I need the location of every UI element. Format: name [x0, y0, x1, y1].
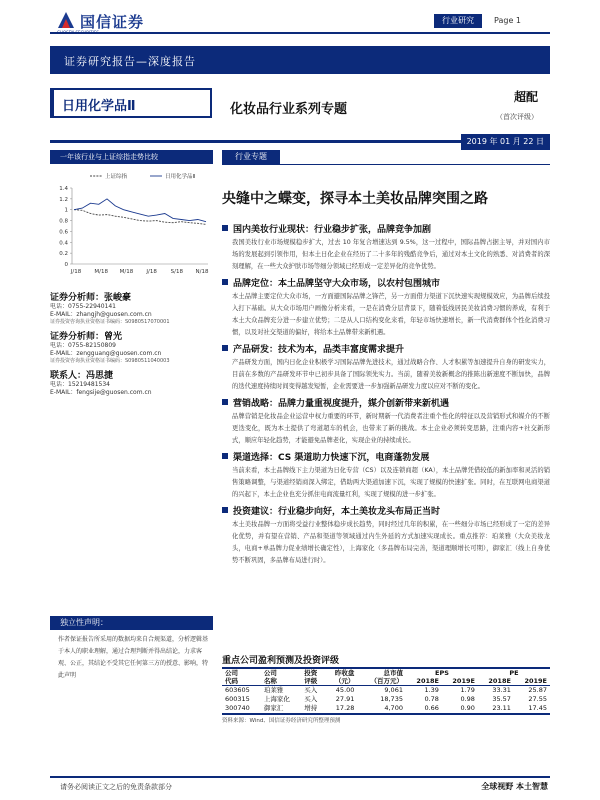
table-header-cell: 公司 — [222, 668, 261, 677]
x-tick-label: S/18 — [170, 269, 183, 275]
company-name: 国信证券 — [80, 13, 145, 31]
section-title — [222, 278, 550, 291]
contact-phone: 电话：15219481534 — [50, 381, 110, 388]
summary-section — [222, 398, 550, 447]
y-tick-label: 0.4 — [59, 240, 68, 247]
date-band — [50, 134, 550, 150]
section-title-text: 产品研发：技术为本，品类丰富度需求提升 — [233, 345, 405, 355]
y-tick-label: 0.2 — [59, 251, 68, 258]
table-header-cell: 昨收盘 — [325, 668, 357, 677]
table-header-cell: 代码 — [222, 677, 261, 686]
table-group-header-pe: PE — [478, 668, 550, 677]
section-body: 产品研发方面，国内日化企业积极学习国际品牌先进技术，通过战略合作、人才积累等加速提升自身的研发实力，目前在多数的产品研发环节中已初步具备了国际领先实力。当前，随着美妆新概念的推陈出新速度不断加快，品牌的迭代速度持续时间变得越发短暂，企业需要进一步加强新品研发力度以应对不断的变化。 — [232, 359, 550, 390]
table-header-cell: 2019E — [442, 677, 478, 686]
contact-block — [50, 290, 213, 326]
header-divider — [50, 32, 550, 34]
table-cell: 600315 — [225, 695, 250, 703]
square-bullet-icon — [222, 225, 228, 231]
section-body: 当前来看，本土品牌线下主力渠道为日化专营（CS）以及连锁商超（KA），本土品牌凭借较低的新加率和灵活的销售策略调整，与渠道经销商深入绑定，借助两大渠道加速下沉，实现了规模的快速扩张。同时，在互联网电商渠道的兴起下，本土企业也充分抓住电商流量红利，实现了规模的进一步扩张。 — [232, 467, 550, 498]
table-cell: 300740 — [222, 704, 261, 714]
table-cell: 0.78 — [424, 695, 439, 703]
table-row — [222, 686, 550, 696]
x-tick-label: J/18 — [70, 269, 82, 275]
contact-email[interactable]: E-MAIL：zengguang@guosen.com.cn — [50, 350, 162, 357]
series-line — [74, 199, 206, 222]
table-header-cell: 2018E — [406, 677, 442, 686]
table-cell: 珀莱雅 — [263, 686, 284, 694]
series-line — [74, 210, 206, 225]
headline: 央缝中之蝶变，探寻本土美妆品牌突围之路 — [222, 191, 488, 207]
table-cell: 增持 — [301, 704, 325, 714]
report-date: 2019 年 01 月 22 日 — [461, 134, 550, 150]
table-cell: 603605 — [225, 686, 250, 694]
table-cell: 御家汇 — [261, 704, 301, 714]
table-group-header-eps: EPS — [406, 668, 478, 677]
summary-section — [222, 224, 550, 273]
table-header-cell: 2018E — [478, 677, 514, 686]
table-cell: 0.90 — [442, 704, 478, 714]
table-header-cell: 投资 — [301, 668, 325, 677]
legend-label: 上证综指 — [105, 174, 128, 180]
x-tick-label: M/18 — [94, 269, 109, 275]
table-cell: 上海家化 — [263, 695, 290, 703]
rating-note: （首次评级） — [496, 113, 538, 121]
table-header-row — [222, 668, 550, 677]
table-header-cell: 2019E — [514, 677, 550, 686]
table-cell: 45.00 — [335, 686, 355, 694]
report-category-tag: 行业研究 — [434, 14, 482, 28]
y-tick-label: 0.6 — [59, 229, 68, 236]
table-cell: 0.66 — [406, 704, 442, 714]
section-title-text: 品牌定位：本土品牌坚守大众市场，以农村包围城市 — [233, 279, 441, 289]
contact-email[interactable]: E-MAIL：fengsije@guosen.com.cn — [50, 389, 152, 396]
table-row — [222, 695, 550, 704]
x-tick-label: J/18 — [146, 269, 157, 275]
sector-box — [50, 88, 212, 118]
y-tick-label: 1.4 — [59, 186, 68, 192]
company-logo-icon — [56, 10, 76, 30]
series-title: 化妆品行业系列专题 — [230, 102, 348, 117]
section-title-text: 投资建议：行业稳步向好，本土美妆龙头布局正当时 — [233, 507, 441, 517]
report-type-band — [50, 46, 550, 74]
table-cell: 17.45 — [514, 704, 550, 714]
contact-block — [50, 329, 213, 365]
contact-role: 证券分析师：曾光 — [50, 332, 123, 342]
contact-phone: 电话：0755-22940141 — [50, 303, 116, 310]
rating: 超配 — [514, 90, 539, 104]
contact-license: 证券投资咨询执业资格证书编码：S0980511040003 — [50, 358, 170, 364]
independence-header: 独立性声明： — [50, 616, 213, 630]
table-cell: 17.28 — [325, 704, 357, 714]
table-cell: 买入 — [304, 695, 318, 703]
summary-section — [222, 278, 550, 339]
table-cell: 25.87 — [528, 686, 547, 694]
topic-tag: 行业专题 — [222, 150, 280, 164]
square-bullet-icon — [222, 345, 228, 351]
contact-role: 联系人：冯思捷 — [50, 371, 114, 381]
table-cell: 1.79 — [460, 686, 475, 694]
summary-section — [222, 344, 550, 393]
y-tick-label: 1.2 — [59, 196, 68, 203]
footer-divider — [50, 776, 550, 778]
section-title — [222, 344, 550, 357]
x-tick-label: M/18 — [119, 269, 134, 275]
square-bullet-icon — [222, 453, 228, 459]
section-body: 品牌营销是化妆品企业运营中权力重要的环节，新时期新一代消费者注重个性化的特征以及营销形式和媒介的不断更迭变化，既为本土提供了弯道超车的机会，也带来了新的挑战。本土企业必须转变思路，注重内容+社交新形式，顺应年轻化趋势，才能避免品牌老化，实现企业的持续成长。 — [232, 413, 550, 444]
y-tick-label: 0 — [64, 262, 68, 268]
table-cell: 4,700 — [357, 704, 406, 714]
table-header-cell: 总市值 — [357, 668, 406, 677]
section-body: 本土品牌主要定位大众市场，一方面避国际品牌之锋芒，另一方面借力渠道下沉快速实现规模效应，为品牌后续投入打下基础。从大众市场用户画像分析来看，一是在消费分层背景下，随着低线居民美妆消费习惯的养成，有利于本土大众品牌充分进一步建立优势；二是从人口结构变化来看，年轻市场快速增长，新一代消费群体个性化消费习惯，以及对社交渠道的偏好，将给本土品牌带来新机遇。 — [232, 293, 550, 336]
legend-label: 日用化学品Ⅱ — [165, 174, 196, 180]
summary-sections — [222, 224, 550, 572]
section-title — [222, 398, 550, 411]
square-bullet-icon — [222, 279, 228, 285]
table-cell: 35.57 — [492, 695, 511, 703]
summary-section — [222, 506, 550, 567]
section-title-text: 营销战略：品牌力量重视度提升，媒介创新带来新机遇 — [233, 399, 450, 409]
table-header-cell: 名称 — [261, 677, 301, 686]
square-bullet-icon — [222, 399, 228, 405]
summary-section — [222, 452, 550, 501]
contact-license: 证券投资咨询执业资格证书编码：S0980517070001 — [50, 319, 170, 325]
section-body: 本土美妆品牌一方面将受益行业整体稳步成长趋势，同时经过几年的积累，在一些细分市场已经形成了一定的差异化优势，并有望在营销、产品和渠道等领域通过内生外延的方式加速实现成长。重点推荐：珀莱雅（大众美妆龙头，电商+单品牌力促业绩增长确定性），上海家化（多品牌布局完善，渠道理顺增长可期），御家汇（线上自身优势不断巩固，多品牌布局进行时）。 — [232, 521, 550, 564]
performance-chart-svg — [50, 168, 213, 278]
table-row — [222, 704, 550, 714]
sector-name: 日用化学品Ⅱ — [62, 99, 136, 114]
y-tick-label: 0.8 — [59, 218, 68, 225]
table-source-note: 资料来源：Wind、国信证券经济研究所整理预测 — [222, 718, 341, 724]
independence-text: 作者保证报告所采用的数据均来自合规渠道，分析逻辑基于本人的职业理解，通过合理判断并得出结论，力求客观、公正，其结论不受其它任何第三方的授意、影响，特此声明 — [58, 636, 209, 679]
section-title — [222, 452, 550, 465]
table-cell: 27.91 — [335, 695, 355, 703]
performance-chart — [50, 168, 213, 278]
x-tick-label: N/18 — [195, 269, 209, 275]
y-tick-label: 1 — [64, 207, 68, 214]
square-bullet-icon — [222, 507, 228, 513]
section-title — [222, 224, 550, 237]
contact-email[interactable]: E-MAIL：zhangjh@guosen.com.cn — [50, 311, 152, 318]
footer-slogan: 全球视野 本土智慧 — [481, 782, 548, 791]
table-cell: 买入 — [304, 686, 318, 694]
table-header-cell: 公司 — [261, 668, 301, 677]
table-cell: 18,735 — [380, 695, 403, 703]
table-cell: 33.31 — [492, 686, 511, 694]
table-cell: 23.11 — [478, 704, 514, 714]
contact-phone: 电话：0755-82150809 — [50, 342, 116, 349]
footer-disclaimer: 请务必阅读正文之后的免责条款部分 — [60, 783, 172, 791]
table-cell: 9,061 — [384, 686, 403, 694]
section-title — [222, 506, 550, 519]
company-logo — [56, 9, 156, 33]
contact-block — [50, 368, 213, 397]
table-cell: 27.55 — [528, 695, 547, 703]
topic-divider — [222, 164, 550, 165]
table-header-cell: （百万元） — [357, 677, 406, 686]
section-title-text: 渠道选择：CS 渠道助力快速下沉，电商蓬勃发展 — [233, 453, 430, 463]
table-header-cell: 评级 — [301, 677, 325, 686]
table-header-cell: （元） — [325, 677, 357, 686]
page-number: Page 1 — [494, 16, 521, 25]
table-header-row — [222, 677, 550, 686]
table-cell: 0.98 — [460, 695, 475, 703]
table-cell: 1.39 — [424, 686, 439, 694]
forecast-table — [222, 667, 550, 715]
forecast-table-title: 重点公司盈利预测及投资评级 — [222, 656, 340, 666]
section-body: 我国美妆行业市场规模稳步扩大，过去 10 年复合增速达到 9.5%，这一过程中，国际品牌占据主导，并对国内市场的发展起到引领作用，但本土日化企业在经历了二十多年的残酷竞争后，通过对本土文化的熟悉、对消费者的深刻理解，在一些大众护肤市场等细分领域已经形成一定差异化的竞争优势。 — [232, 239, 550, 270]
report-type: 证券研究报告—深度报告 — [64, 55, 196, 68]
section-title-text: 国内美妆行业现状：行业稳步扩张，品牌竞争加剧 — [233, 225, 432, 235]
contact-role: 证券分析师：张峻豪 — [50, 293, 132, 303]
chart-header: 一年该行业与上证综指走势比较 — [50, 150, 213, 164]
analyst-contacts — [50, 290, 213, 400]
